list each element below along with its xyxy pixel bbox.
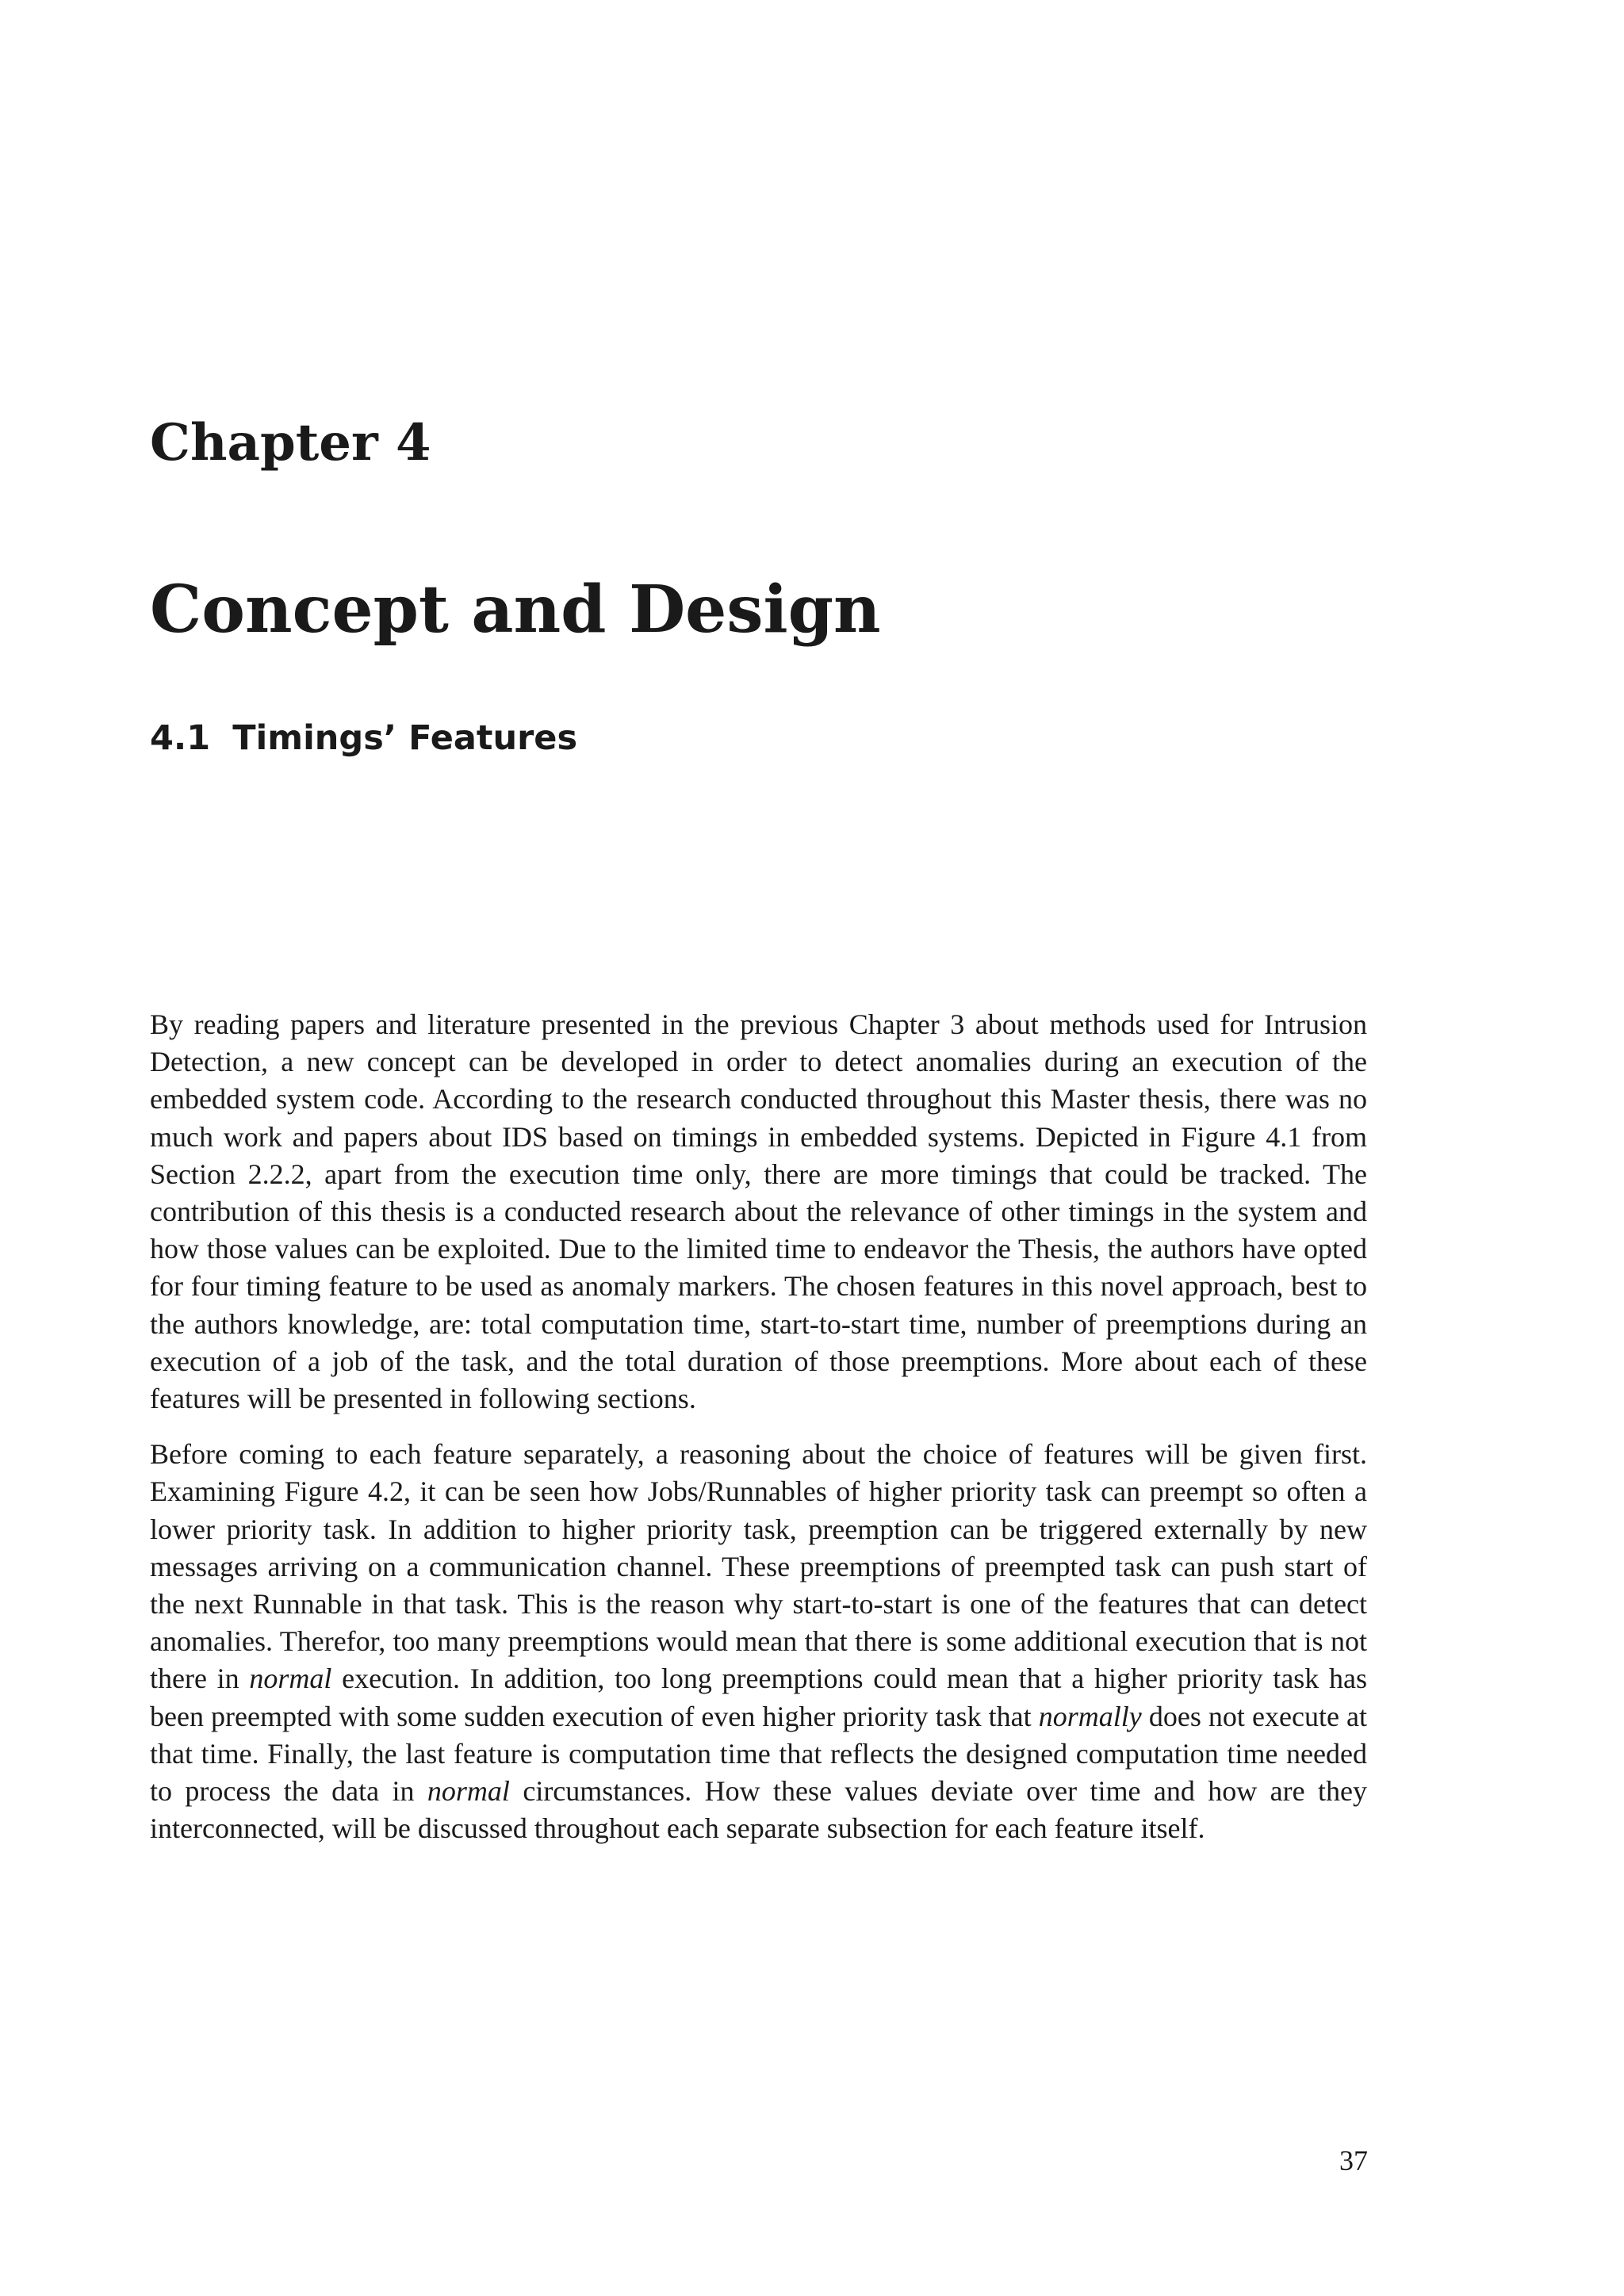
emphasis-normal-1: normal — [249, 1663, 332, 1695]
section-number: 4.1 — [150, 718, 211, 758]
emphasis-normal-2: normal — [427, 1775, 510, 1808]
section-heading — [150, 718, 578, 758]
paragraph-2-text-3: does not execute at that time. Finally, the last feature is computation time that reflects the designed computation time needed to process the data in — [150, 1700, 1367, 1808]
emphasis-normally: normally — [1038, 1700, 1142, 1732]
paragraph-2-text-4: circumstances. How these values deviate over time and how are they interconnected, will be discussed throughout each separate subsection for each feature itself. — [150, 1775, 1367, 1845]
body-text — [150, 1006, 1367, 1847]
chapter-label: Chapter 4 — [150, 413, 431, 473]
chapter-title: Concept and Design — [150, 572, 881, 648]
paragraph-2-text-1: Before coming to each feature separately, a reasoning about the choice of features will be given first. Examining Figure 4.2, it can be seen how Jobs/Runnables of higher priority task can preempt so often a lower priority task. In addition to higher priority task, preemption can be triggered externally by new messages arriving on a communication channel. These preemptions of preempted task can push start of the next Runnable in that task. This is the reason why start-to-start is one of the features that can detect anomalies. Therefor, too many preemptions would mean that there is some additional execution that is not there in — [150, 1438, 1367, 1695]
page-number: 37 — [1339, 2145, 1368, 2176]
paragraph-2 — [150, 1436, 1367, 1847]
paragraph-2-text-2: execution. In addition, too long preemptions could mean that a higher priority task has been preempted with some sudden execution of even higher priority task that — [150, 1663, 1367, 1732]
section-title: Timings’ Features — [232, 718, 578, 758]
paragraph-1: By reading papers and literature presented in the previous Chapter 3 about methods used for Intrusion Detection, a new concept can be developed in order to detect anomalies during an execution of the embedded system code. According to the research conducted throughout this Master thesis, there was no much work and papers about IDS based on timings in embedded systems. Depicted in Figure 4.1 from Section 2.2.2, apart from the execution time only, there are more timings that could be tracked. The contribution of this thesis is a conducted research about the relevance of other timings in the system and how those values can be exploited. Due to the limited time to endeavor the Thesis, the authors have opted for four timing feature to be used as anomaly markers. The chosen features in this novel approach, best to the authors knowledge, are: total computation time, start-to-start time, number of preemptions during an execution of a job of the task, and the total duration of those preemptions. More about each of these features will be presented in following sections. — [150, 1008, 1367, 1415]
